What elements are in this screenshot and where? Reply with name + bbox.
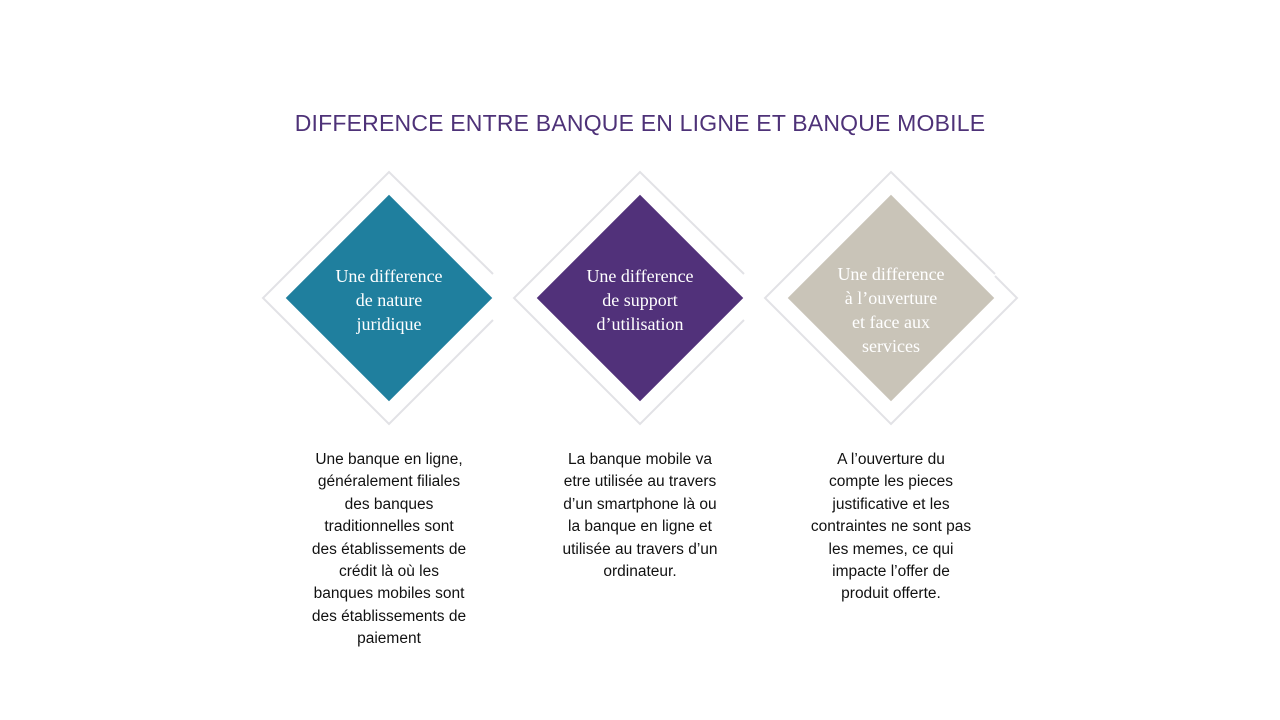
diamond-label-1 — [314, 264, 464, 336]
description-1-line: traditionnelles sont — [324, 518, 454, 536]
description-1-line: généralement filiales — [317, 473, 461, 491]
slide-title: DIFFERENCE ENTRE BANQUE EN LIGNE ET BANQUE MOBILE — [294, 110, 986, 136]
diamond-label-2-line: Une difference — [586, 266, 694, 286]
description-3-line: impacte l’offer de — [832, 563, 950, 581]
description-2-line: la banque en ligne et — [568, 518, 712, 536]
description-1-line: Une banque en ligne, — [315, 451, 463, 468]
description-3 — [796, 449, 986, 606]
diamond-label-1-line: juridique — [356, 314, 422, 334]
description-1-line: paiement — [357, 630, 421, 648]
diamond-label-2-line: de support — [602, 290, 678, 310]
description-3-line: produit offerte. — [841, 585, 941, 603]
description-1-line: banques mobiles sont — [313, 585, 465, 603]
description-2-line: etre utilisée au travers — [563, 473, 717, 491]
diamond-label-3 — [816, 262, 966, 358]
description-2-line: d’un smartphone là ou — [563, 495, 717, 513]
description-1-line: crédit là où les — [339, 563, 439, 581]
description-1-line: des établissements de — [311, 607, 467, 625]
description-2-line: utilisée au travers d’un — [562, 540, 718, 558]
description-3-line: compte les pieces — [828, 473, 954, 491]
description-1-line: des établissements de — [311, 540, 467, 558]
diamond-label-1-line: de nature — [355, 290, 423, 310]
description-2-line: La banque mobile va — [568, 451, 712, 468]
diamond-label-2 — [565, 264, 715, 336]
diamond-label-3-line: et face aux — [852, 312, 930, 332]
diamond-label-3-line: à l’ouverture — [844, 288, 938, 308]
description-1-line: des banques — [344, 495, 434, 513]
diamond-label-3-line: Une difference — [837, 264, 945, 284]
description-3-line: justificative et les — [832, 495, 950, 513]
description-2 — [545, 449, 735, 583]
description-3-line: A l’ouverture du — [837, 451, 945, 468]
description-1 — [294, 449, 484, 651]
description-2-line: ordinateur. — [603, 563, 677, 581]
diamond-label-3-line: services — [862, 336, 920, 356]
diamond-label-2-line: d’utilisation — [596, 314, 684, 334]
description-3-line: contraintes ne sont pas — [810, 518, 972, 536]
description-3-line: les memes, ce qui — [828, 540, 954, 558]
diamond-label-1-line: Une difference — [335, 266, 443, 286]
